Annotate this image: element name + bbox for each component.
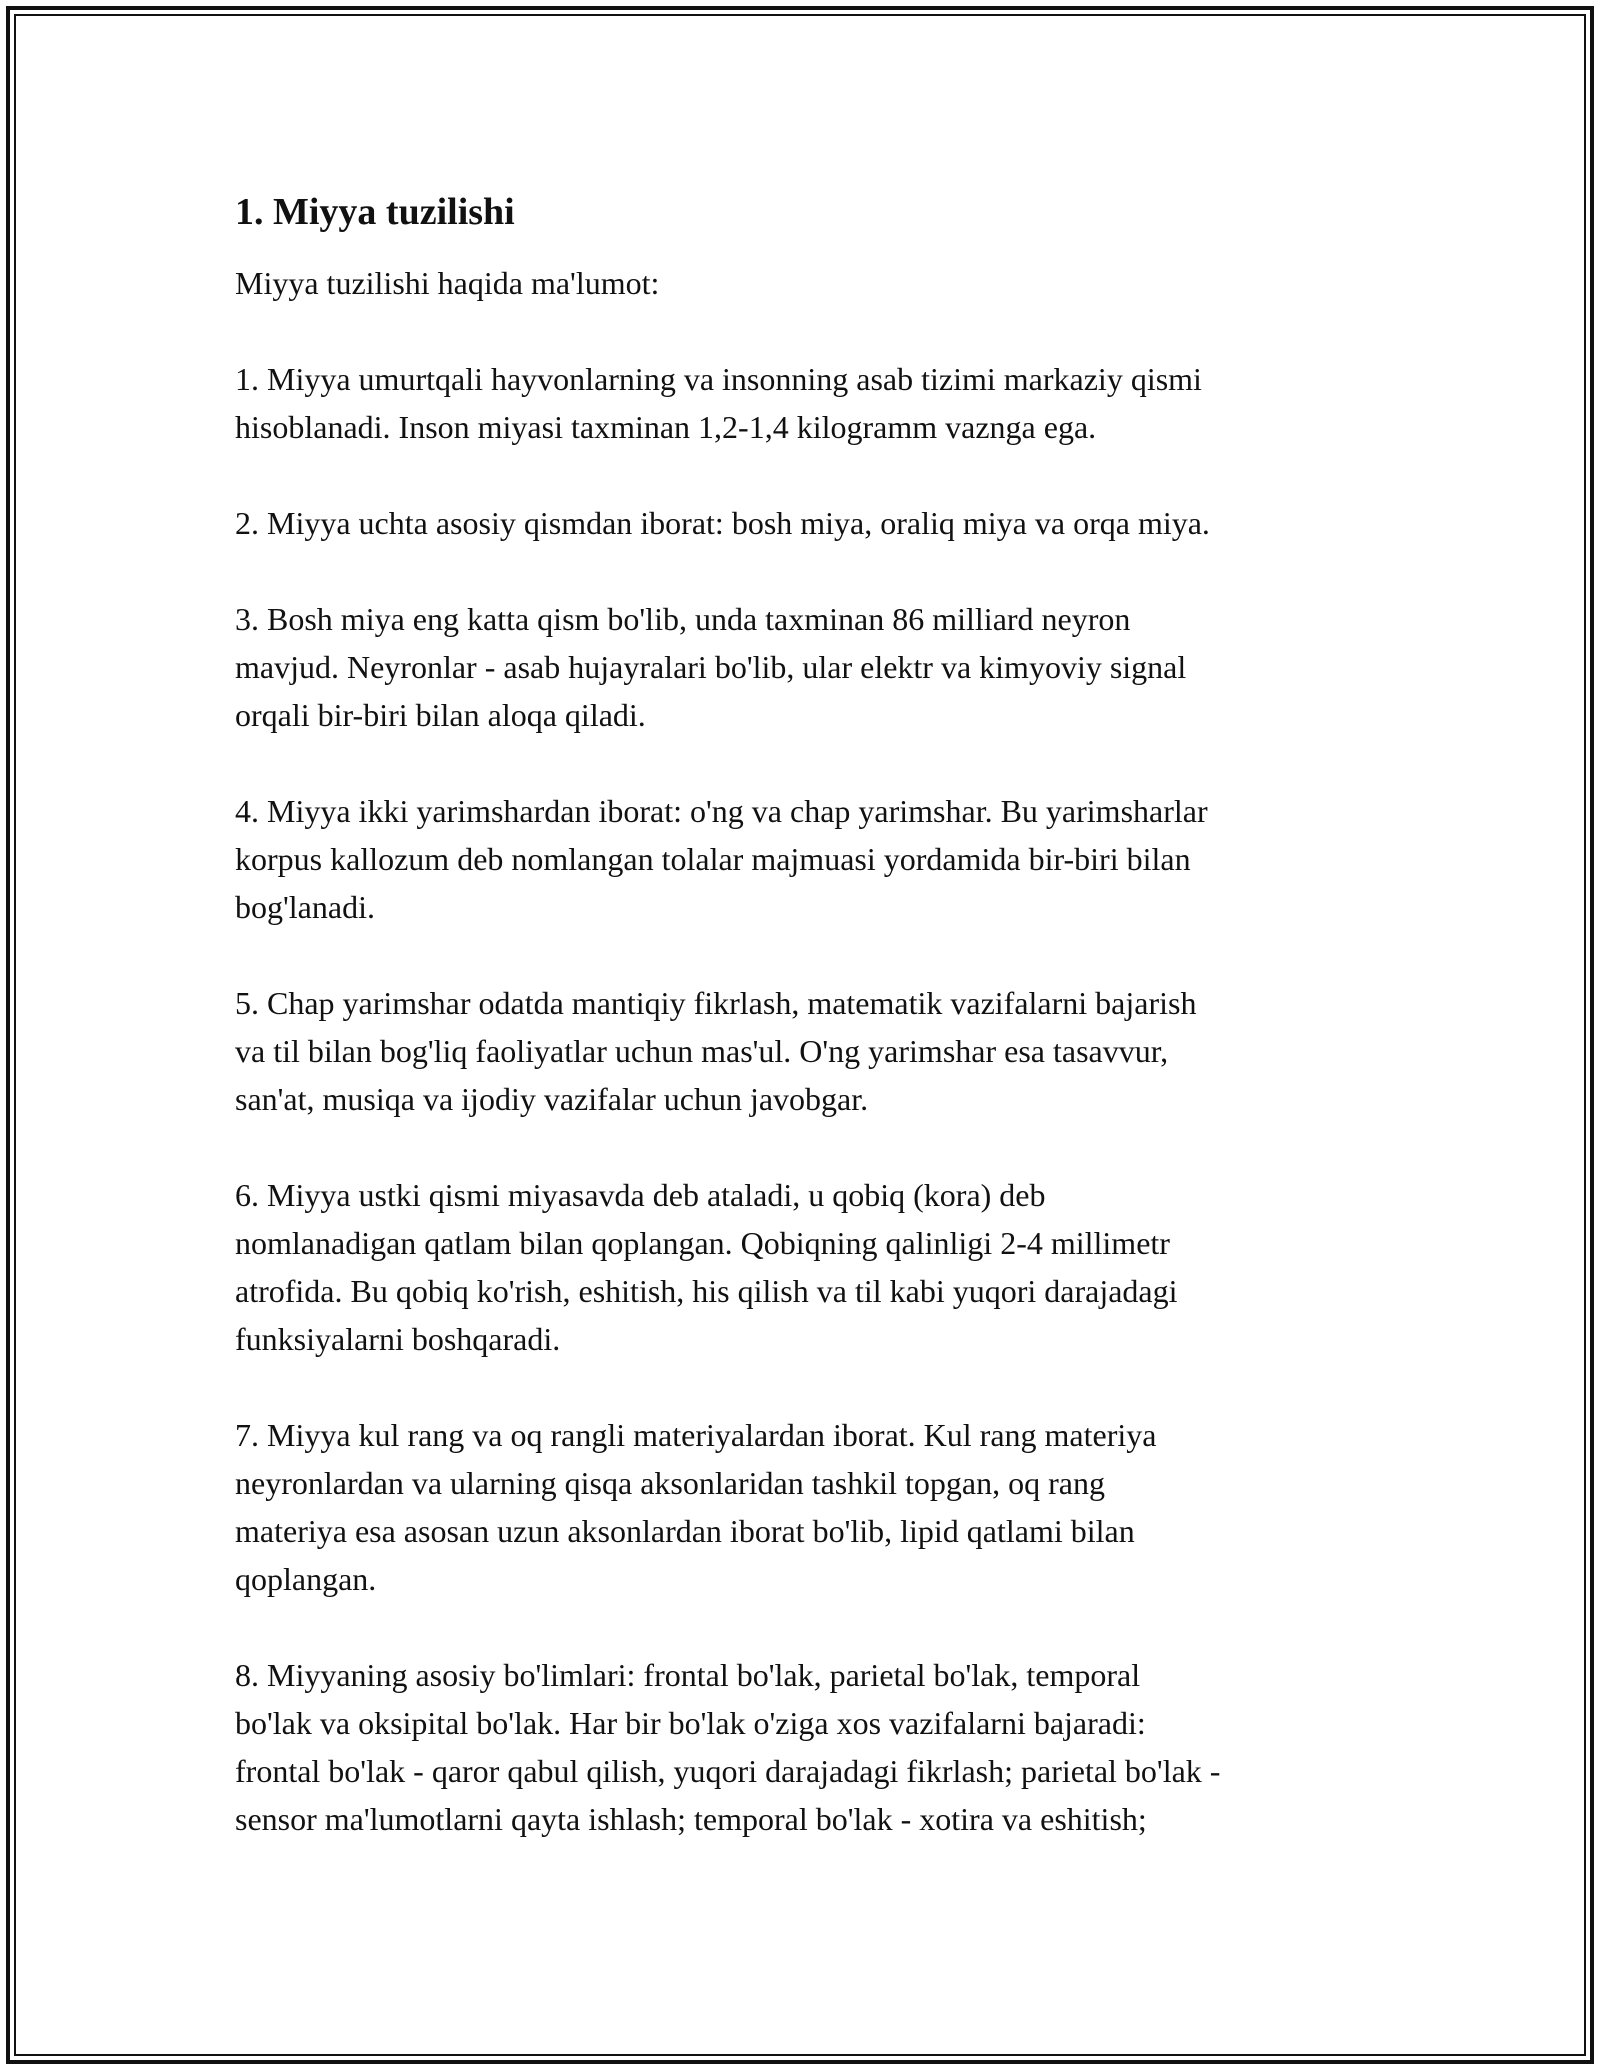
paragraph-6: 6. Miyya ustki qismi miyasavda deb ataladi, u qobiq (kora) deb nomlanadigan qatlam bilan qoplangan. Qobiqning qalinligi 2-4 millimetr atrofida. Bu qobiq ko'rish, eshitish, his qilish va til kabi yuqori darajadagi funksiyalarni boshqaradi.	[235, 1177, 1178, 1357]
document-title: 1. Miyya tuzilishi	[235, 191, 515, 233]
paragraph-1: 1. Miyya umurtqali hayvonlarning va insonning asab tizimi markaziy qismi hisoblanadi. Inson miyasi taxminan 1,2-1,4 kilogramm vaznga ega.	[235, 361, 1202, 445]
paragraph-8: 8. Miyyaning asosiy bo'limlari: frontal bo'lak, parietal bo'lak, temporal bo'lak va oksipital bo'lak. Har bir bo'lak o'ziga xos vazifalarni bajaradi: frontal bo'lak - qaror qabul qilish, yuqori darajadagi fikrlash; parietal bo'lak - sensor ma'lumotlarni qayta ishlash; temporal bo'lak - xotira va eshitish;	[235, 1657, 1221, 1837]
paragraph-2: 2. Miyya uchta asosiy qismdan iborat: bosh miya, oraliq miya va orqa miya.	[235, 505, 1210, 541]
paragraph-5: 5. Chap yarimshar odatda mantiqiy fikrlash, matematik vazifalarni bajarish va til bilan bog'liq faoliyatlar uchun mas'ul. O'ng yarimshar esa tasavvur, san'at, musiqa va ijodiy vazifalar uchun javobgar.	[235, 985, 1197, 1117]
paragraph-4: 4. Miyya ikki yarimshardan iborat: o'ng va chap yarimshar. Bu yarimsharlar korpus kallozum deb nomlangan tolalar majmuasi yordamida bir-biri bilan bog'lanadi.	[235, 793, 1208, 925]
document-intro: Miyya tuzilishi haqida ma'lumot:	[235, 265, 660, 301]
paragraph-3: 3. Bosh miya eng katta qism bo'lib, unda taxminan 86 milliard neyron mavjud. Neyronlar - asab hujayralari bo'lib, ular elektr va kimyoviy signal orqali bir-biri bilan aloqa qiladi.	[235, 601, 1187, 733]
document-body	[235, 188, 1375, 1843]
paragraph-7: 7. Miyya kul rang va oq rangli materiyalardan iborat. Kul rang materiya neyronlardan va ularning qisqa aksonlaridan tashkil topgan, oq rang materiya esa asosan uzun aksonlardan iborat bo'lib, lipid qatlami bilan qoplangan.	[235, 1417, 1157, 1597]
